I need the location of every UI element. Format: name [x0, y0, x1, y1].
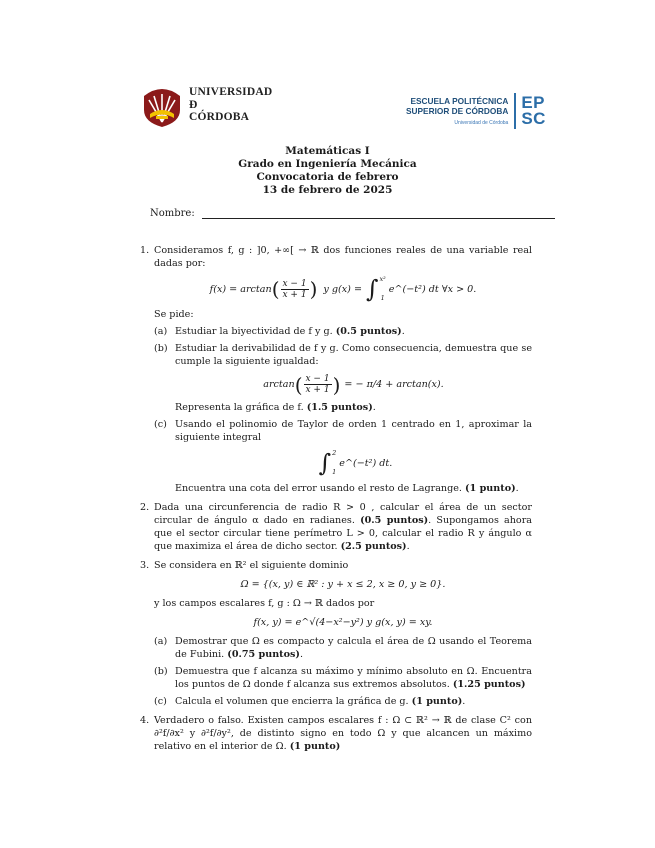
eq-fraction: [281, 279, 309, 300]
university-name-line-1: UNIVERSIDAD: [189, 86, 273, 98]
question-number: 3.: [140, 560, 150, 571]
question-3b: [154, 665, 532, 691]
question-1-prompt: Se pide:: [154, 309, 194, 320]
question-1b-equation: arctan ( $\frac{x - 1}{x + 1}$ ) = − π/4 + arctan(x).: [263, 372, 444, 397]
question-3a-points: (0.75 puntos): [227, 649, 300, 660]
subquestion-label: (b): [154, 343, 168, 354]
university-logo: [141, 86, 272, 128]
question-2-points-b: (2.5 puntos): [340, 541, 407, 552]
eq-fraction-numerator: x − 1: [305, 374, 330, 384]
question-1b: (b) Estudiar la derivabilidad de f y g. Como consecuencia, demuestra que se cumple la siguiente igualdad: arctan ( $\frac{x - 1}{x + 1}$ ) = − π/4 + arctan(x). Representa la gráfica de f. (1.5 puntos).: [154, 343, 532, 413]
subquestion-label: (a): [154, 636, 168, 647]
question-3c-text: Calcula el volumen que encierra la gráfica de g.: [175, 696, 409, 707]
question-3-intro: Se considera en ℝ² el siguiente dominio: [154, 560, 349, 571]
exam-session: Convocatoria de febrero: [256, 171, 399, 183]
eq-fraction-denominator: x + 1: [305, 385, 330, 395]
eq-fraction: [304, 374, 332, 395]
question-2-text-b: Supongamos ahora que el sector circular tiene perímetro L > 0, calcular el radio R y ángulo α que maximiza el área de dicho sector.: [154, 515, 533, 552]
question-4-points: (1 punto): [289, 741, 341, 752]
question-number: 4.: [140, 715, 150, 726]
school-monogram-top: EP: [521, 93, 546, 112]
question-2-points-a: (0.5 puntos): [360, 515, 429, 526]
question-1-intro: Consideramos f, g : ]0, +∞[ → ℝ dos funciones reales de una variable real dadas por:: [154, 245, 532, 269]
integral-sign-icon: ∫: [366, 275, 379, 303]
question-1c-points: (1 punto): [465, 483, 516, 494]
question-3c-points: (1 punto): [411, 696, 463, 707]
exam-subject: Matemáticas I: [285, 145, 370, 157]
eq-integrand: e^(−t²) dt.: [339, 457, 393, 469]
subquestion-label: (c): [154, 696, 167, 707]
eq-g-lhs: y g(x) =: [323, 283, 362, 295]
school-logo-divider: [514, 93, 516, 129]
school-name-line-1: ESCUELA POLITÉCNICA: [410, 95, 509, 106]
question-1b-graph: Representa la gráfica de f.: [175, 402, 304, 413]
school-monogram: [521, 95, 546, 127]
question-2-text-a: Dada una circunferencia de radio R > 0 , calcular el área de un sector circular de ángulo α dado en radianes.: [154, 502, 532, 526]
question-1c: (c) Usando el polinomio de Taylor de orden 1 centrado en 1, aproximar la siguiente integral ∫ 2 1 e^(−t²) dt. Encuentra una cota del error usando el resto de Lagrange. (1 punto).: [154, 419, 532, 494]
question-1b-points: (1.5 puntos): [306, 402, 373, 413]
school-name-line-3: Universidad de Córdoba: [454, 119, 509, 126]
university-name-line-2: Đ: [189, 98, 198, 111]
question-1: [140, 244, 532, 495]
integral-limits: [380, 276, 386, 302]
eq-arctan-right: = − π/4 + arctan(x).: [344, 379, 444, 390]
question-3: [140, 559, 532, 708]
question-4-text: Verdadero o falso. Existen campos escalares f : Ω ⊂ ℝ² → ℝ de clase C² con ∂²f/∂x² y ∂²f/∂y², de distinto signo en todo Ω y que alcancen un máximo relativo en el interior de Ω.: [154, 715, 532, 752]
name-field: [150, 208, 555, 219]
question-3-fields-equation: f(x, y) = e^√(4−x²−y²) y g(x, y) = xy.: [253, 617, 433, 628]
integral-sign-icon: ∫: [318, 449, 332, 477]
eq-f-lhs: f(x) = arctan: [209, 283, 272, 295]
exam-degree: Grado en Ingeniería Mecánica: [238, 158, 417, 170]
question-3b-points: (1.25 puntos): [452, 679, 526, 690]
question-4: [140, 714, 532, 753]
question-1a: (a) Estudiar la biyectividad de f y g. (0.5 puntos).: [154, 326, 405, 337]
university-name-line-3: CÓRDOBA: [189, 111, 250, 123]
question-3b-text: Demuestra que f alcanza su máximo y mínimo absoluto en Ω. Encuentra los puntos de Ω donde f alcanza sus extremos absolutos.: [175, 666, 532, 690]
question-1c-equation: [175, 450, 532, 476]
integral-lower-limit: 1: [332, 468, 337, 476]
school-monogram-bottom: SC: [521, 109, 546, 128]
eq-fraction-numerator: x − 1: [282, 278, 307, 289]
question-1c-error: Encuentra una cota del error usando el resto de Lagrange.: [175, 483, 462, 494]
eq-integrand: e^(−t²) dt ∀x > 0.: [388, 283, 477, 295]
question-1-equation: f(x) = arctan ( $\frac{x - 1}{x + 1}$ ) y g(x) = ∫ x² 1 e^(−t²) dt ∀x > 0.: [209, 275, 477, 303]
school-name-line-2: SUPERIOR DE CÓRDOBA: [406, 105, 509, 116]
exam-header: [0, 145, 655, 197]
question-3c: (c) Calcula el volumen que encierra la gráfica de g. (1 punto).: [154, 696, 466, 707]
name-input-line[interactable]: [202, 208, 555, 219]
integral-upper-limit: 2: [332, 449, 337, 457]
question-3a: (a) Demostrar que Ω es compacto y calcula el área de Ω usando el Teorema de Fubini. (0.75 puntos).: [154, 636, 532, 660]
question-1a-points: (0.5 puntos): [335, 326, 402, 337]
question-2: 2. Dada una circunferencia de radio R > 0 , calcular el área de un sector circular de ángulo α dado en radianes. (0.5 puntos). Supongamos ahora que el sector circular tiene perímetro L > 0, calcular el radio R y ángulo α que maximiza el área de dicho sector. (2.5 puntos).: [140, 502, 533, 552]
integral-limits: [332, 450, 336, 476]
university-shield-icon: [141, 86, 183, 128]
integral-upper-limit: x²: [379, 275, 386, 283]
school-logo: [406, 93, 546, 129]
integral-lower-limit: 1: [380, 294, 385, 302]
question-1c-text: Usando el polinomio de Taylor de orden 1 centrado en 1, aproximar la siguiente integral: [175, 419, 532, 443]
name-label: Nombre:: [150, 208, 195, 219]
question-3-fields-intro: y los campos escalares f, g : Ω → ℝ dados por: [154, 598, 375, 609]
subquestion-label: (b): [154, 666, 168, 677]
question-1a-text: Estudiar la biyectividad de f y g.: [175, 326, 333, 337]
eq-arctan-left: arctan: [263, 379, 295, 390]
question-number: 2.: [140, 502, 150, 513]
subquestion-label: (c): [154, 419, 167, 430]
exam-body: [140, 244, 532, 759]
exam-date: 13 de febrero de 2025: [262, 184, 393, 196]
question-3a-text: Demostrar que Ω es compacto y calcula el área de Ω usando el Teorema de Fubini.: [175, 636, 532, 660]
subquestion-label: (a): [154, 326, 168, 337]
question-1b-text: Estudiar la derivabilidad de f y g. Como consecuencia, demuestra que se cumple la siguiente igualdad:: [175, 343, 532, 367]
eq-fraction-denominator: x + 1: [282, 289, 307, 300]
question-3-domain-equation: Ω = {(x, y) ∈ ℝ² : y + x ≤ 2, x ≥ 0, y ≥ 0}.: [240, 579, 446, 590]
question-number: 1.: [140, 245, 150, 256]
